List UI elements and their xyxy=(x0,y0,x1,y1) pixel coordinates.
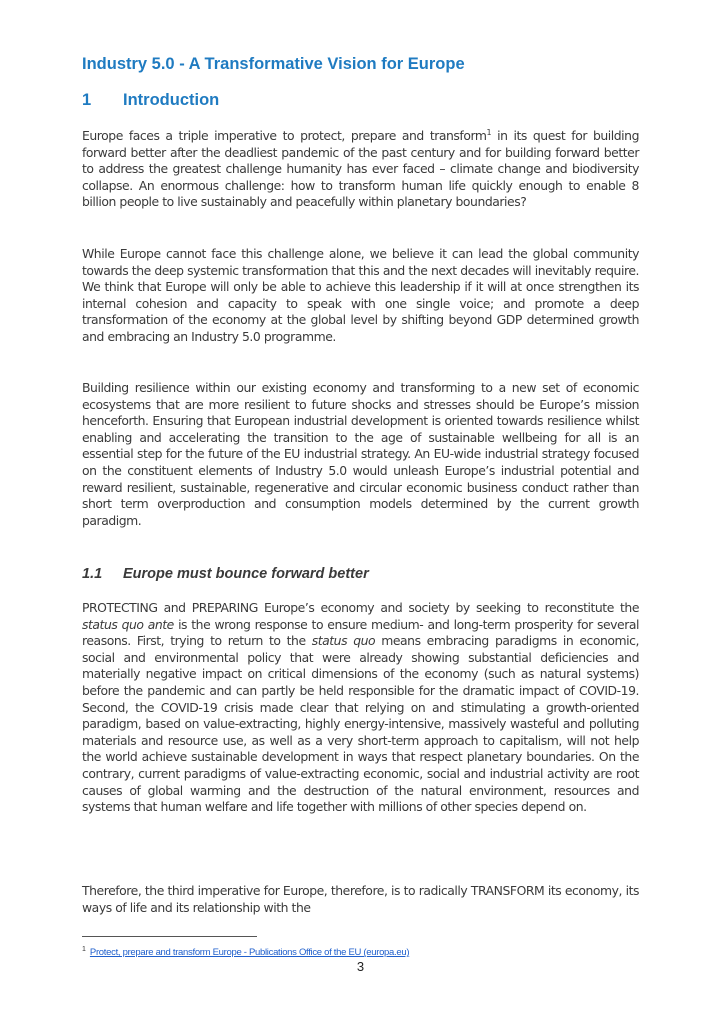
paragraph-4 xyxy=(82,600,639,816)
subsection-heading-1-1 xyxy=(82,566,369,582)
paragraph-4-text-c: means embracing paradigms in economic, social and environmental policy that were already showing substantial deficiencies and materially negative impact on critical dimensions of the economy (such as natural systems) before the pandemic and can partly be held responsible for the dramatic impact of COVID-19. Second, the COVID-19 crisis made clear that relying on and stimulating a growth-oriented paradigm, based on value-extracting, highly energy-intensive, massively wasteful and polluting materials and resource use, as well as a very short-term approach to capitalism, will not help the world achieve sustainable development in ways that respect planetary boundaries. On the contrary, current paradigms of value-extracting economic, social and industrial activity are root causes of global warming and the destruction of the natural environment, resources and systems that human welfare and life together with millions of other species depend on. xyxy=(82,633,639,815)
footnote-divider xyxy=(82,936,257,937)
footnote-number: 1 xyxy=(82,946,86,953)
footnote-reference[interactable]: 1 xyxy=(486,127,492,137)
paragraph-4-text-b: is the wrong response to ensure medium- and long-term prosperity for several reasons. First, trying to return to the xyxy=(82,616,639,649)
document-title: Industry 5.0 - A Transformative Vision for Europe xyxy=(82,55,465,73)
footnote xyxy=(82,946,409,958)
footnote-link[interactable]: Protect, prepare and transform Europe - Publications Office of the EU (europa.eu) xyxy=(89,947,410,959)
italic-status-quo-ante: status quo ante xyxy=(82,616,174,632)
subsection-number: 1.1 xyxy=(82,566,103,582)
section-heading-introduction xyxy=(82,91,219,110)
paragraph-1-text-b: in its quest for building forward better after the deadliest pandemic of the past century and for building forward better to address the greatest challenge humanity has ever faced – climate change and biodiversity collapse. An enormous challenge: how to transform human life quickly enough to enable 8 billion people to live sustainably and peacefully within planetary boundaries? xyxy=(82,128,639,210)
section-number: 1 xyxy=(82,91,92,109)
paragraph-1-text-a: Europe faces a triple imperative to protect, prepare and transform xyxy=(82,128,487,143)
page-number: 3 xyxy=(356,959,365,974)
paragraph-2: While Europe cannot face this challenge alone, we believe it can lead the global community towards the deep systemic transformation that this and the next decades will inevitably require. We think that Europe will only be able to achieve this leadership if it will at once strengthen its internal cohesion and capacity to speak with one single voice; and promote a deep transformation of the economy at the global level by shifting beyond GDP determined growth and embracing an Industry 5.0 programme. xyxy=(82,246,639,344)
subsection-title: Europe must bounce forward better xyxy=(123,566,369,582)
paragraph-5: Therefore, the third imperative for Europe, therefore, is to radically TRANSFORM its economy, its ways of life and its relationship with the xyxy=(82,883,639,915)
paragraph-3: Building resilience within our existing economy and transforming to a new set of economic ecosystems that are more resilient to future shocks and stresses should be Europe’s mission henceforth. Ensuring that European industrial development is oriented towards resilience whilst enabling and accelerating the transition to the age of sustainable wellbeing for all is an essential step for the future of the EU industrial strategy. An EU-wide industrial strategy focused on the constituent elements of Industry 5.0 would unleash Europe’s industrial potential and reward resilient, sustainable, regenerative and circular economic business conduct rather than short term overproduction and consumption models determined by the current growth paradigm. xyxy=(82,380,639,528)
paragraph-1 xyxy=(82,128,639,211)
italic-status-quo: status quo xyxy=(311,633,376,649)
section-title: Introduction xyxy=(123,91,220,109)
paragraph-4-text-a: PROTECTING and PREPARING Europe’s economy and society by seeking to reconstitute the xyxy=(82,600,639,615)
